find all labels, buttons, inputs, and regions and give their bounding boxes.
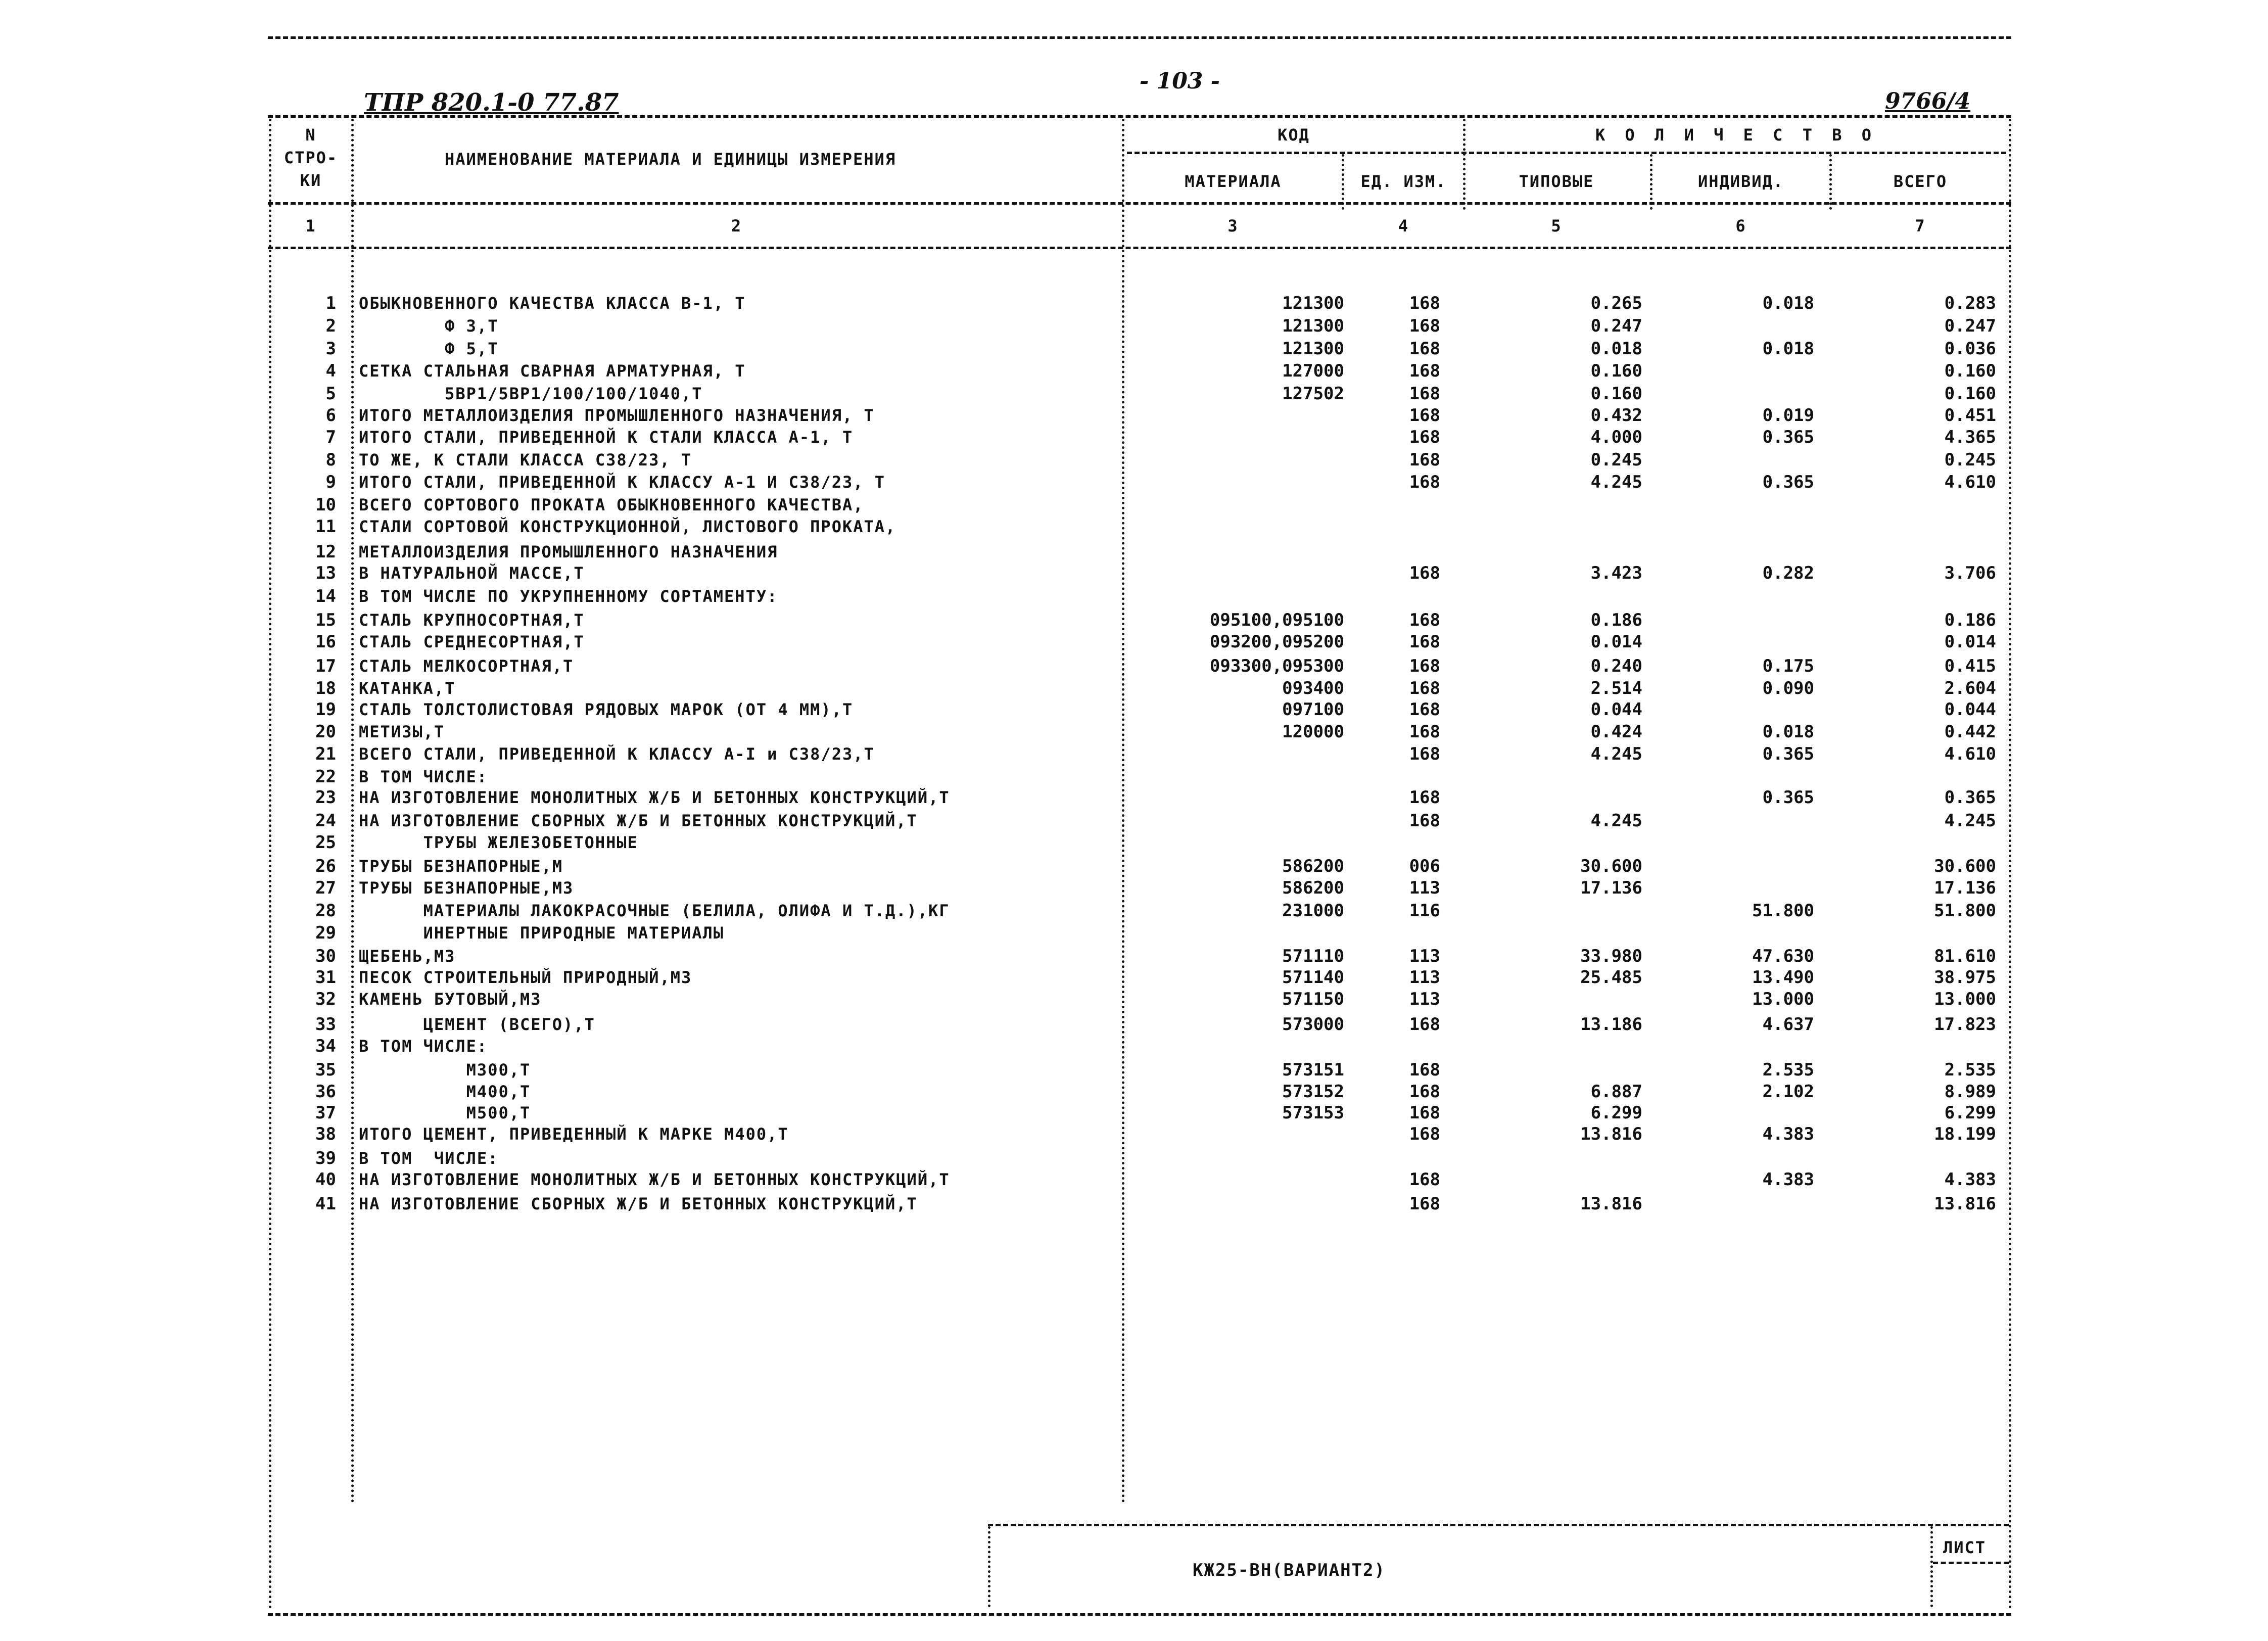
row-total: 0.044 [1944,699,1996,720]
row-number: 27 [315,878,336,898]
colnum-5: 5 [1551,216,1562,236]
table-row [0,471,2268,493]
table-row [0,338,2268,360]
header-tipovye: ТИПОВЫЕ [1519,172,1594,191]
row-name: ОБЫКНОВЕННОГО КАЧЕСТВА КЛАССА В-1, Т [359,294,746,313]
row-name: В ТОМ ЧИСЛЕ: [359,1037,488,1056]
colnum-4: 4 [1398,216,1409,236]
row-code: 571150 [1282,989,1344,1009]
row-unit: 168 [1409,632,1440,652]
row-code: 093300,095300 [1209,656,1344,676]
row-individual: 2.102 [1762,1082,1814,1102]
table-row [0,655,2268,677]
row-code: 097100 [1282,699,1344,720]
row-total: 81.610 [1934,946,1996,966]
row-code: 586200 [1282,878,1344,898]
table-row [0,966,2268,989]
row-name: ЩЕБЕНЬ,М3 [359,947,456,966]
row-unit: 168 [1409,472,1440,492]
row-individual: 13.490 [1752,967,1814,988]
row-unit: 168 [1409,427,1440,447]
row-code: 095100,095100 [1209,610,1344,630]
row-individual: 4.383 [1762,1124,1814,1144]
row-name: ТРУБЫ БЕЗНАПОРНЫЕ,М3 [359,878,574,898]
row-number: 28 [315,901,336,921]
row-total: 2.604 [1944,678,1996,698]
row-total: 0.036 [1944,339,1996,359]
row-code: 586200 [1282,856,1344,876]
row-number: 8 [325,450,336,470]
row-number: 22 [315,767,336,787]
row-total: 13.000 [1934,989,1996,1009]
row-name: МЕТИЗЫ,Т [359,722,445,741]
row-number: 7 [325,427,336,447]
row-name: ВСЕГО СТАЛИ, ПРИВЕДЕННОЙ К КЛАССУ А-I и С38/23,Т [359,744,875,764]
row-total: 0.014 [1944,632,1996,652]
header-material: МАТЕРИАЛА [1185,172,1282,191]
row-individual: 0.365 [1762,787,1814,808]
row-name: СЕТКА СТАЛЬНАЯ СВАРНАЯ АРМАТУРНАЯ, Т [359,361,746,381]
row-individual: 47.630 [1752,946,1814,966]
row-typical: 0.247 [1590,316,1642,336]
row-total: 0.160 [1944,384,1996,404]
row-name: ВСЕГО СОРТОВОГО ПРОКАТА ОБЫКНОВЕННОГО КАЧЕСТВА, [359,495,864,514]
doc-code: ТПР 820.1-0 77.87 [364,88,619,117]
row-name: НА ИЗГОТОВЛЕНИЕ СБОРНЫХ Ж/Б И БЕТОННЫХ КОНСТРУКЦИЙ,Т [359,811,918,830]
table-row [0,292,2268,314]
row-name: В ТОМ ЧИСЛЕ: [359,767,488,786]
row-typical: 0.044 [1590,699,1642,720]
row-name: ИТОГО ЦЕМЕНТ, ПРИВЕДЕННЫЙ К МАРКЕ М400,Т [359,1124,789,1144]
row-name: ИТОГО СТАЛИ, ПРИВЕДЕННОЙ К СТАЛИ КЛАССА А-1, Т [359,428,854,447]
row-number: 36 [315,1082,336,1102]
row-code: 120000 [1282,722,1344,742]
row-unit: 168 [1409,678,1440,698]
row-typical: 3.423 [1590,563,1642,583]
row-name: КАТАНКА,Т [359,679,456,698]
row-number: 15 [315,610,336,630]
row-number: 21 [315,744,336,764]
row-number: 34 [315,1036,336,1056]
row-code: 573000 [1282,1014,1344,1035]
row-name: ПЕСОК СТРОИТЕЛЬНЫЙ ПРИРОДНЫЙ,М3 [359,968,692,987]
stamp-code: КЖ25-ВН(ВАРИАНТ2) [1193,1560,1386,1580]
row-number: 24 [315,811,336,831]
row-typical: 25.485 [1580,967,1642,988]
row-code: 127502 [1282,384,1344,404]
row-number: 32 [315,989,336,1009]
table-row [0,426,2268,448]
row-unit: 116 [1409,901,1440,921]
table-row [0,1059,2268,1081]
top-rule [268,36,2011,39]
header-name: НАИМЕНОВАНИЕ МАТЕРИАЛА И ЕДИНИЦЫ ИЗМЕРЕНИЯ [445,150,896,169]
row-individual: 0.090 [1762,678,1814,698]
row-unit: 168 [1409,787,1440,808]
row-number: 5 [325,384,336,404]
table-row [0,786,2268,809]
row-number: 38 [315,1124,336,1144]
table-row [0,541,2268,563]
table-row [0,404,2268,427]
row-individual: 0.175 [1762,656,1814,676]
row-individual: 0.365 [1762,427,1814,447]
table-row [0,721,2268,743]
table-row [0,383,2268,405]
row-unit: 168 [1409,1103,1440,1123]
row-number: 39 [315,1148,336,1168]
row-name: СТАЛЬ КРУПНОСОРТНАЯ,Т [359,611,585,630]
bottom-rule [268,1613,2011,1616]
stamp-top-rule [988,1524,2009,1526]
row-name: М400,Т [359,1082,531,1101]
row-number: 29 [315,923,336,943]
row-total: 0.283 [1944,293,1996,313]
row-number: 13 [315,563,336,583]
row-name: ИТОГО СТАЛИ, ПРИВЕДЕННОЙ К КЛАССУ А-1 И С38/23, Т [359,473,886,492]
row-typical: 0.160 [1590,384,1642,404]
row-total: 30.600 [1934,856,1996,876]
row-typical: 13.816 [1580,1124,1642,1144]
row-name: М300,Т [359,1060,531,1080]
table-row [0,515,2268,538]
row-typical: 30.600 [1580,856,1642,876]
row-number: 25 [315,832,336,853]
row-total: 4.610 [1944,744,1996,764]
row-typical: 2.514 [1590,678,1642,698]
row-unit: 168 [1409,811,1440,831]
row-name: ТО ЖЕ, К СТАЛИ КЛАССА С38/23, Т [359,450,692,470]
table-row [0,877,2268,899]
row-individual: 0.282 [1762,563,1814,583]
colnum-1: 1 [305,216,316,236]
row-unit: 006 [1409,856,1440,876]
row-unit: 168 [1409,316,1440,336]
header-n: N [305,125,316,145]
row-number: 37 [315,1103,336,1123]
sheet-label: ЛИСТ [1943,1538,1987,1557]
row-name: ИНЕРТНЫЕ ПРИРОДНЫЕ МАТЕРИАЛЫ [359,923,725,943]
row-typical: 6.887 [1590,1082,1642,1102]
row-total: 4.610 [1944,472,1996,492]
row-number: 20 [315,722,336,742]
header-bottom-rule [268,247,2011,249]
header-kod: КОД [1278,125,1310,145]
row-code: 093400 [1282,678,1344,698]
row-total: 0.442 [1944,722,1996,742]
table-row [0,988,2268,1010]
table-row [0,1193,2268,1215]
row-total: 8.989 [1944,1082,1996,1102]
row-total: 3.706 [1944,563,1996,583]
table-row [0,449,2268,471]
row-typical: 4.245 [1590,811,1642,831]
row-name: ТРУБЫ ЖЕЛЕЗОБЕТОННЫЕ [359,833,638,852]
row-name: НА ИЗГОТОВЛЕНИЕ СБОРНЫХ Ж/Б И БЕТОННЫХ КОНСТРУКЦИЙ,Т [359,1194,918,1213]
row-number: 10 [315,495,336,515]
row-individual: 0.365 [1762,472,1814,492]
row-name: МЕТАЛЛОИЗДЕЛИЯ ПРОМЫШЛЕННОГО НАЗНАЧЕНИЯ [359,542,778,561]
row-typical: 6.299 [1590,1103,1642,1123]
row-name: М500,Т [359,1103,531,1122]
row-individual: 0.018 [1762,293,1814,313]
header-vsego: ВСЕГО [1893,172,1948,191]
row-unit: 168 [1409,339,1440,359]
row-name: СТАЛЬ СРЕДНЕСОРТНАЯ,Т [359,632,585,651]
row-individual: 0.365 [1762,744,1814,764]
row-code: 231000 [1282,901,1344,921]
row-typical: 0.424 [1590,722,1642,742]
row-code: 121300 [1282,316,1344,336]
row-total: 4.383 [1944,1169,1996,1190]
row-number: 1 [325,293,336,313]
row-number: 40 [315,1169,336,1190]
table-row [0,900,2268,922]
header-top-rule [268,115,2011,118]
row-number: 33 [315,1014,336,1035]
row-typical: 4.000 [1590,427,1642,447]
row-unit: 168 [1409,361,1440,381]
table-row [0,831,2268,854]
row-number: 18 [315,678,336,698]
table-row [0,743,2268,765]
table-row [0,315,2268,337]
row-total: 0.186 [1944,610,1996,630]
row-name: СТАЛЬ ТОЛСТОЛИСТОВАЯ РЯДОВЫХ МАРОК (ОТ 4 ММ),Т [359,700,854,719]
row-number: 6 [325,405,336,426]
row-name: НА ИЗГОТОВЛЕНИЕ МОНОЛИТНЫХ Ж/Б И БЕТОННЫХ КОНСТРУКЦИЙ,Т [359,1170,950,1189]
row-unit: 168 [1409,293,1440,313]
row-typical: 33.980 [1580,946,1642,966]
row-unit: 113 [1409,946,1440,966]
row-total: 18.199 [1934,1124,1996,1144]
row-number: 9 [325,472,336,492]
row-name: МАТЕРИАЛЫ ЛАКОКРАСОЧНЫЕ (БЕЛИЛА, ОЛИФА И Т.Д.),КГ [359,901,950,920]
row-unit: 168 [1409,405,1440,426]
row-typical: 4.245 [1590,744,1642,764]
row-code: 121300 [1282,339,1344,359]
header-stro: СТРО- [284,148,338,167]
row-name: В ТОМ ЧИСЛЕ ПО УКРУПНЕННОМУ СОРТАМЕНТУ: [359,587,778,606]
header-mid-rule [268,202,2011,205]
table-row [0,494,2268,516]
row-code: 571140 [1282,967,1344,988]
colnum-2: 2 [731,216,742,236]
row-total: 0.451 [1944,405,1996,426]
row-code: 121300 [1282,293,1344,313]
row-individual: 4.637 [1762,1014,1814,1035]
row-number: 19 [315,699,336,720]
table-row [0,1081,2268,1103]
header-ki: КИ [300,171,322,190]
row-total: 0.365 [1944,787,1996,808]
row-individual: 4.383 [1762,1169,1814,1190]
row-name: Ф 5,Т [359,339,499,358]
row-individual: 51.800 [1752,901,1814,921]
row-typical: 13.816 [1580,1194,1642,1214]
colnum-7: 7 [1915,216,1926,236]
row-total: 38.975 [1934,967,1996,988]
row-typical: 17.136 [1580,878,1642,898]
row-individual: 0.019 [1762,405,1814,426]
row-unit: 168 [1409,1082,1440,1102]
row-unit: 168 [1409,450,1440,470]
row-typical: 0.432 [1590,405,1642,426]
row-total: 0.245 [1944,450,1996,470]
colnum-6: 6 [1735,216,1746,236]
row-number: 26 [315,856,336,876]
table-row [0,631,2268,653]
row-number: 3 [325,339,336,359]
kod-subdivider [1127,152,2006,154]
row-number: 31 [315,967,336,988]
row-total: 51.800 [1934,901,1996,921]
qty-divider [1463,119,1466,210]
typ-col-divider [1650,154,1652,210]
row-name: Ф 3,Т [359,316,499,336]
row-number: 41 [315,1194,336,1214]
row-unit: 168 [1409,722,1440,742]
table-row [0,922,2268,944]
row-number: 16 [315,632,336,652]
row-name: СТАЛИ СОРТОВОЙ КОНСТРУКЦИОННОЙ, ЛИСТОВОГО ПРОКАТА, [359,517,896,536]
row-unit: 168 [1409,656,1440,676]
row-unit: 168 [1409,1124,1440,1144]
row-number: 2 [325,316,336,336]
row-code: 573153 [1282,1103,1344,1123]
table-row [0,677,2268,699]
row-number: 4 [325,361,336,381]
row-total: 4.245 [1944,811,1996,831]
table-row [0,1035,2268,1057]
table-row [0,766,2268,788]
row-unit: 113 [1409,967,1440,988]
table-row [0,855,2268,877]
row-name: В ТОМ ЧИСЛЕ: [359,1149,499,1168]
row-typical: 13.186 [1580,1014,1642,1035]
table-row [0,945,2268,967]
row-unit: 113 [1409,878,1440,898]
page-number: - 103 - [1140,68,1220,94]
table-row [0,609,2268,631]
row-total: 6.299 [1944,1103,1996,1123]
row-individual: 13.000 [1752,989,1814,1009]
row-total: 2.535 [1944,1060,1996,1080]
row-total: 0.415 [1944,656,1996,676]
row-code: 127000 [1282,361,1344,381]
row-total: 17.136 [1934,878,1996,898]
row-typical: 0.160 [1590,361,1642,381]
row-name: ИТОГО МЕТАЛЛОИЗДЕЛИЯ ПРОМЫШЛЕННОГО НАЗНАЧЕНИЯ, Т [359,406,875,425]
row-code: 571110 [1282,946,1344,966]
row-number: 12 [315,542,336,562]
row-unit: 168 [1409,1194,1440,1214]
table-row [0,1102,2268,1124]
row-code: 093200,095200 [1209,632,1344,652]
row-number: 11 [315,517,336,537]
row-unit: 168 [1409,1169,1440,1190]
row-individual: 2.535 [1762,1060,1814,1080]
row-name: СТАЛЬ МЕЛКОСОРТНАЯ,Т [359,657,574,676]
colnum-3: 3 [1227,216,1239,236]
header-ed-izm: ЕД. ИЗМ. [1360,172,1447,191]
row-typical: 4.245 [1590,472,1642,492]
row-code: 573151 [1282,1060,1344,1080]
row-number: 30 [315,946,336,966]
table-row [0,810,2268,832]
stamp-left-border [988,1526,990,1607]
row-total: 4.365 [1944,427,1996,447]
table-row [0,1013,2268,1036]
row-unit: 168 [1409,563,1440,583]
header-kolichestvo: К О Л И Ч Е С Т В О [1595,125,1877,145]
row-name: В НАТУРАЛЬНОЙ МАССЕ,Т [359,564,585,583]
row-name: НА ИЗГОТОВЛЕНИЕ МОНОЛИТНЫХ Ж/Б И БЕТОННЫХ КОНСТРУКЦИЙ,Т [359,788,950,807]
row-total: 17.823 [1934,1014,1996,1035]
row-name: ЦЕМЕНТ (ВСЕГО),Т [359,1015,595,1034]
row-total: 13.816 [1934,1194,1996,1214]
row-total: 0.160 [1944,361,1996,381]
row-name: 5ВР1/5ВР1/100/100/1040,Т [359,384,703,403]
row-unit: 168 [1409,699,1440,720]
stamp-sheet-rule [1933,1562,2009,1564]
row-typical: 0.018 [1590,339,1642,359]
header-individ: ИНДИВИД. [1697,172,1784,191]
row-number: 17 [315,656,336,676]
row-typical: 0.265 [1590,293,1642,313]
row-typical: 0.240 [1590,656,1642,676]
row-number: 35 [315,1060,336,1080]
row-unit: 168 [1409,1060,1440,1080]
row-unit: 168 [1409,610,1440,630]
row-unit: 113 [1409,989,1440,1009]
unit-col-divider [1342,154,1344,210]
table-row [0,1147,2268,1169]
row-typical: 0.186 [1590,610,1642,630]
row-total: 0.247 [1944,316,1996,336]
row-code: 573152 [1282,1082,1344,1102]
table-row [0,1168,2268,1191]
row-unit: 168 [1409,1014,1440,1035]
row-number: 14 [315,586,336,606]
row-individual: 0.018 [1762,722,1814,742]
table-row [0,698,2268,721]
table-row [0,585,2268,607]
sheet-code: 9766/4 [1885,88,1971,114]
row-typical: 0.245 [1590,450,1642,470]
row-individual: 0.018 [1762,339,1814,359]
row-number: 23 [315,787,336,808]
ind-col-divider [1829,154,1832,210]
row-typical: 0.014 [1590,632,1642,652]
stamp-sheet-divider [1930,1526,1933,1607]
row-name: ТРУБЫ БЕЗНАПОРНЫЕ,М [359,857,563,876]
row-name: КАМЕНЬ БУТОВЫЙ,М3 [359,990,542,1009]
table-row [0,562,2268,584]
row-unit: 168 [1409,744,1440,764]
table-row [0,1123,2268,1145]
table-row [0,360,2268,382]
row-unit: 168 [1409,384,1440,404]
